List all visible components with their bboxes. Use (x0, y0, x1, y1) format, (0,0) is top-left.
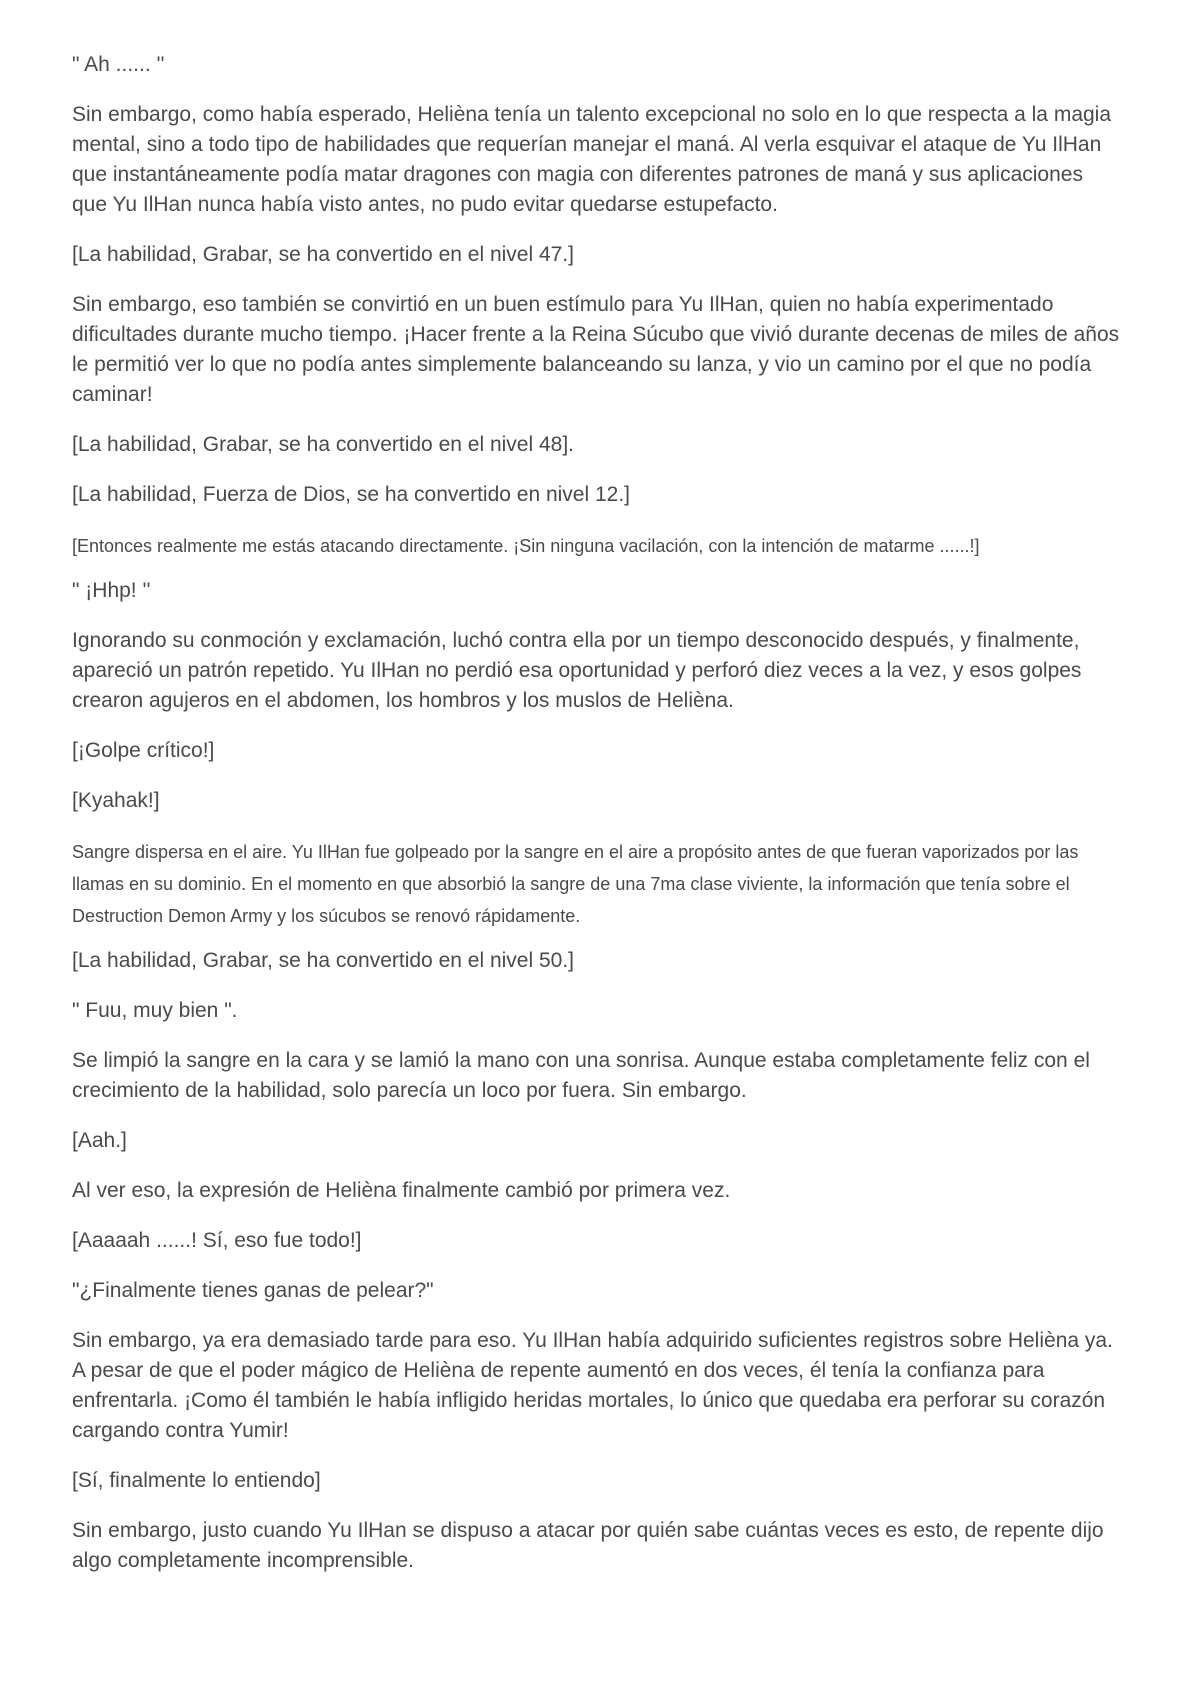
paragraph: Sin embargo, eso también se convirtió en un buen estímulo para Yu IlHan, quien no había experimentado dificultades durante mucho tiempo. ¡Hacer frente a la Reina Súcubo que vivió durante decenas de miles de años le permitió ver lo que no podía antes simplemente balanceando su lanza, y vio un camino por el que no podía caminar! (72, 293, 1120, 406)
paragraph: [¡Golpe crítico!] (72, 739, 215, 762)
paragraph: [Sí, finalmente lo entiendo] (72, 1469, 321, 1492)
paragraph: [Kyahak!] (72, 789, 160, 812)
paragraph: "¿Finalmente tienes ganas de pelear?" (72, 1279, 434, 1302)
paragraph: [La habilidad, Grabar, se ha convertido en el nivel 48]. (72, 433, 574, 456)
paragraph: Se limpió la sangre en la cara y se lamió la mano con una sonrisa. Aunque estaba completamente feliz con el crecimiento de la habilidad, solo parecía un loco por fuera. Sin embargo. (72, 1049, 1090, 1102)
paragraph: [La habilidad, Grabar, se ha convertido en el nivel 47.] (72, 243, 574, 266)
paragraph: Ignorando su conmoción y exclamación, luchó contra ella por un tiempo desconocido después, y finalmente, apareció un patrón repetido. Yu IlHan no perdió esa oportunidad y perforó diez veces a la vez, y esos golpes crearon agujeros en el abdomen, los hombros y los muslos de Helièna. (72, 629, 1082, 712)
paragraph: Sin embargo, como había esperado, Helièna tenía un talento excepcional no solo en lo que respecta a la magia mental, sino a todo tipo de habilidades que requerían manejar el maná. Al verla esquivar el ataque de Yu IlHan que instantáneamente podía matar dragones con magia con diferentes patrones de maná y sus aplicaciones que Yu IlHan nunca había visto antes, no pudo evitar quedarse estupefacto. (72, 103, 1112, 216)
paragraph: [Aah.] (72, 1129, 127, 1152)
document-page (72, 50, 1122, 1596)
paragraph: " ¡Hhp! '' (72, 579, 151, 602)
paragraph: Sin embargo, justo cuando Yu IlHan se dispuso a atacar por quién sabe cuántas veces es esto, de repente dijo algo completamente incomprensible. (72, 1519, 1104, 1572)
paragraph: [La habilidad, Fuerza de Dios, se ha convertido en nivel 12.] (72, 483, 631, 506)
paragraph: " Ah ...... '' (72, 53, 165, 76)
paragraph: Al ver eso, la expresión de Helièna finalmente cambió por primera vez. (72, 1179, 731, 1202)
paragraph: Sangre dispersa en el aire. Yu IlHan fue golpeado por la sangre en el aire a propósito antes de que fueran vaporizados por las llamas en su dominio. En el momento en que absorbió la sangre de una 7ma clase viviente, la información que tenía sobre el Destruction Demon Army y los súcubos se renovó rápidamente. (72, 842, 1079, 926)
paragraph: Sin embargo, ya era demasiado tarde para eso. Yu IlHan había adquirido suficientes registros sobre Helièna ya. A pesar de que el poder mágico de Helièna de repente aumentó en dos veces, él tenía la confianza para enfrentarla. ¡Como él también le había infligido heridas mortales, lo único que quedaba era perforar su corazón cargando contra Yumir! (72, 1329, 1113, 1442)
paragraph: " Fuu, muy bien ". (72, 999, 238, 1022)
paragraph: [Entonces realmente me estás atacando directamente. ¡Sin ninguna vacilación, con la intención de matarme ......!] (72, 536, 980, 556)
paragraph: [La habilidad, Grabar, se ha convertido en el nivel 50.] (72, 949, 574, 972)
paragraph: [Aaaaah ......! Sí, eso fue todo!] (72, 1229, 362, 1252)
